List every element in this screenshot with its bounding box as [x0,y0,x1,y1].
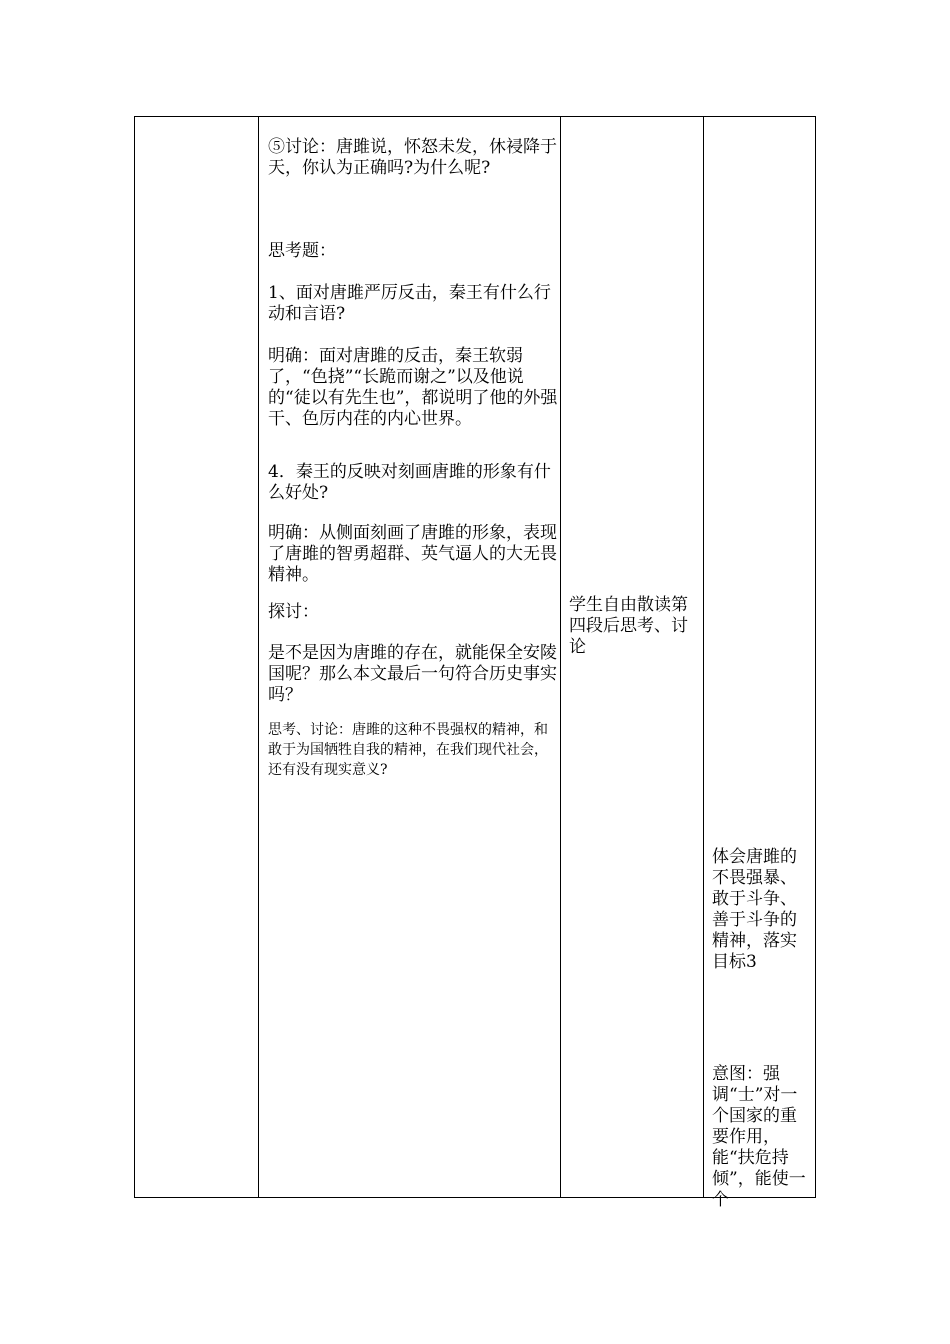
teaching-goal: 体会唐雎的不畏强暴、敢于斗争、善于斗争的精神，落实目标3 [712,847,797,972]
question-1: 1、面对唐雎严厉反击，秦王有什么行动和言语? [268,283,551,324]
column-divider-2 [560,117,561,1197]
student-activity: 学生自由散读第四段后思考、讨论 [569,595,688,657]
answer-4: 明确：从侧面刻画了唐雎的形象，表现了唐雎的智勇超群、英气逼人的大无畏精神。 [268,523,557,585]
column-divider-3 [703,117,704,1197]
thinking-heading: 思考题： [268,241,336,261]
design-intent: 意图：强调“士”对一个国家的重要作用，能“扶危持倾”，能使一个 [712,1064,806,1210]
answer-1: 明确：面对唐雎的反击，秦王软弱了，“色挠”“长跪而谢之”以及他说的“徒以有先生也”，都说明了他的外强干、色厉内荏的内心世界。 [268,346,558,429]
question-4: 4．秦王的反映对刻画唐雎的形象有什么好处? [268,462,551,503]
discussion-prompt: 思考、讨论：唐雎的这种不畏强权的精神，和敢于为国牺牲自我的精神，在我们现代社会，还有没有现实意义? [268,722,548,778]
explore-heading: 探讨： [268,602,319,622]
discussion-question-5: ⑤讨论：唐雎说，怀怒未发，休祲降于天，你认为正确吗?为什么呢? [268,137,557,178]
explore-question: 是不是因为唐雎的存在，就能保全安陵国呢？那么本文最后一句符合历史事实吗？ [268,643,557,705]
lesson-plan-table [134,116,816,1210]
column-divider-1 [258,117,259,1197]
